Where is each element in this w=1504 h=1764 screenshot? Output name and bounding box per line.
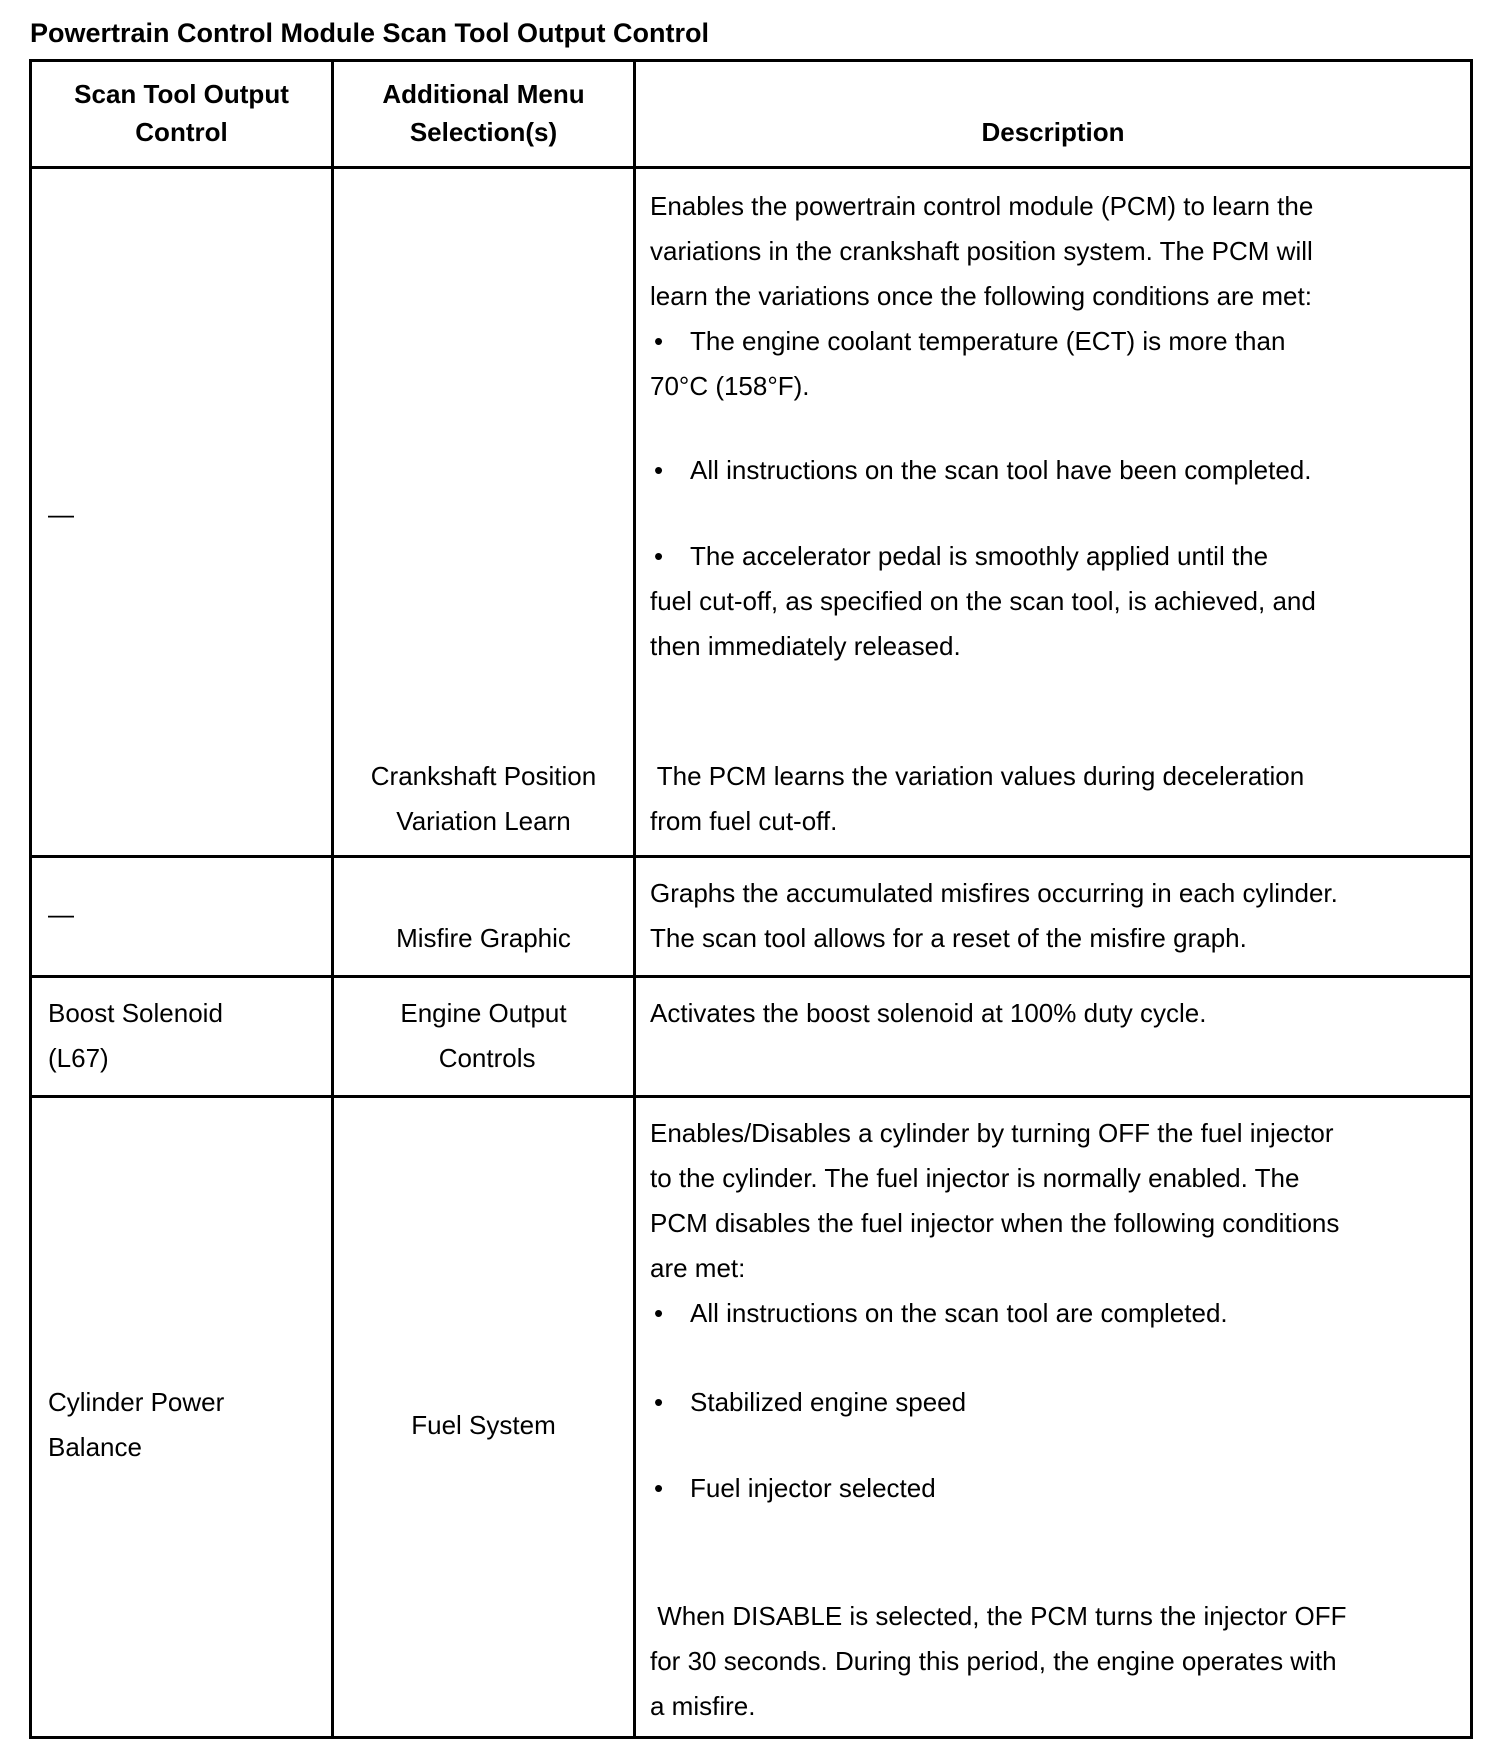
row3-control-line-1: Boost Solenoid [48, 998, 223, 1028]
bullet-icon: • [654, 541, 664, 571]
row1-intro-line-3: learn the variations once the following conditions are met: [650, 281, 1312, 311]
row2-desc-line-2: The scan tool allows for a reset of the misfire graph. [650, 923, 1247, 953]
page-title: Powertrain Control Module Scan Tool Output Control [30, 18, 709, 48]
row3-control-line-2: (L67) [48, 1043, 109, 1073]
row4-outro-line-1: When DISABLE is selected, the PCM turns the injector OFF [650, 1601, 1347, 1631]
row4-outro-line-2: for 30 seconds. During this period, the engine operates with [650, 1646, 1337, 1676]
row3-desc-line-1: Activates the boost solenoid at 100% duty cycle. [650, 998, 1207, 1028]
bullet-icon: • [654, 1298, 664, 1328]
row1-description-intro [650, 184, 1313, 409]
row1-description-outro [650, 754, 1304, 844]
header-menu-line-2: Selection(s) [409, 117, 558, 147]
row2-desc-line-1: Graphs the accumulated misfires occurring in each cylinder. [650, 878, 1338, 908]
row1-intro-line-1: Enables the powertrain control module (PCM) to learn the [650, 191, 1314, 221]
column-divider-1 [331, 59, 334, 1739]
row2-menu-line-1: Misfire Graphic [396, 923, 571, 953]
row-divider-1 [29, 855, 1473, 858]
row-divider-3 [29, 1095, 1473, 1098]
header-control-line-2: Control [135, 117, 228, 147]
row4-menu [334, 1403, 633, 1448]
row4-intro-line-1: Enables/Disables a cylinder by turning OFF the fuel injector [650, 1118, 1334, 1148]
row1-intro-line-2: variations in the crankshaft position system. The PCM will [650, 236, 1313, 266]
row1-menu [334, 754, 633, 844]
row1-bullet-2: • All instructions on the scan tool have been completed. [650, 448, 1312, 493]
bullet-icon: • [654, 326, 664, 356]
row4-outro-line-3: a misfire. [650, 1691, 756, 1721]
header-scan-tool-output-control [32, 75, 331, 151]
column-divider-2 [633, 59, 636, 1739]
bullet-icon: • [654, 1473, 664, 1503]
row4-bullet-3: • Fuel injector selected [650, 1466, 936, 1511]
header-divider [29, 166, 1473, 169]
row1-bullet-1-line-2: 70°C (158°F). [650, 371, 810, 401]
header-description: Description [981, 117, 1125, 147]
header-control-line-1: Scan Tool Output [74, 79, 289, 109]
row4-description-intro [650, 1111, 1339, 1336]
row4-description-outro [650, 1594, 1347, 1729]
header-additional-menu-selections [334, 75, 633, 151]
row1-menu-line-2: Variation Learn [396, 806, 571, 836]
row4-bullet-1: • All instructions on the scan tool are completed. [650, 1291, 1339, 1336]
row1-bullet-1-line-1: • The engine coolant temperature (ECT) is more than [650, 319, 1313, 364]
row2-menu [334, 916, 633, 961]
row4-intro-line-3: PCM disables the fuel injector when the following conditions [650, 1208, 1340, 1238]
row2-description [650, 871, 1338, 961]
row3-menu-line-2: Controls [431, 1043, 536, 1073]
header-menu-line-1: Additional Menu [382, 79, 585, 109]
row4-intro-line-4: are met: [650, 1253, 746, 1283]
row1-bullet-3: • The accelerator pedal is smoothly applied until the fuel cut-off, as specified on the scan tool, is achieved, and then immediately released. [650, 534, 1316, 669]
row1-outro-line-1: The PCM learns the variation values during deceleration [650, 761, 1305, 791]
row2-control: — [48, 899, 74, 929]
row4-bullet-2: • Stabilized engine speed [650, 1380, 966, 1425]
bullet-icon: • [654, 1387, 664, 1417]
row3-menu [334, 991, 633, 1081]
row4-control-line-2: Balance [48, 1432, 142, 1462]
row4-control [48, 1380, 224, 1470]
row4-control-line-1: Cylinder Power [48, 1387, 225, 1417]
row1-control: — [48, 499, 74, 529]
row1-bullet-3-line-2: fuel cut-off, as specified on the scan tool, is achieved, and [650, 586, 1316, 616]
row4-menu-line-1: Fuel System [411, 1410, 556, 1440]
row4-intro-line-2: to the cylinder. The fuel injector is normally enabled. The [650, 1163, 1300, 1193]
row1-outro-line-2: from fuel cut-off. [650, 806, 838, 836]
row3-control [48, 991, 223, 1081]
row3-menu-line-1: Engine Output [400, 998, 567, 1028]
bullet-icon: • [654, 455, 664, 485]
row3-description [650, 991, 1206, 1036]
row1-bullet-3-line-3: then immediately released. [650, 631, 961, 661]
row1-menu-line-1: Crankshaft Position [370, 761, 597, 791]
row-divider-2 [29, 975, 1473, 978]
